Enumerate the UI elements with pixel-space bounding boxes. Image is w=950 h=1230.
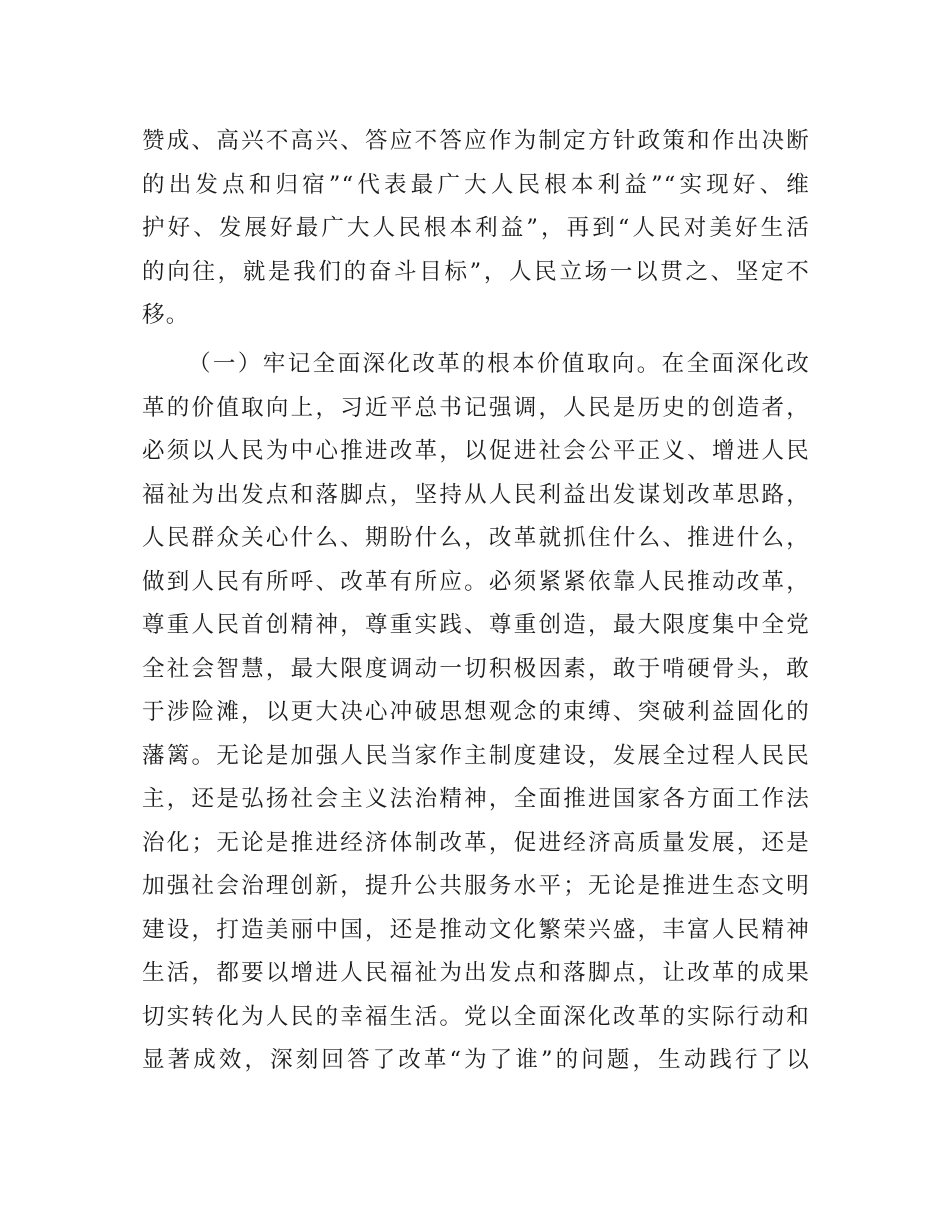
section-heading-line: （一）牢记全面深化改革的根本价值取向。在全面深化改 [188,351,810,377]
text-line: 的出发点和归宿”“代表最广大人民根本利益”“实现好、维 [142,171,810,198]
text-line: 藩篱。无论是加强人民当家作主制度建设，发展全过程人民民 [142,742,810,769]
text-line: 生活，都要以增进人民福祉为出发点和落脚点，让改革的成果 [142,960,810,986]
text-line: 尊重人民首创精神，尊重实践、尊重创造，最大限度集中全党 [142,612,810,638]
text-line: 赞成、高兴不高兴、答应不答应作为制定方针政策和作出决断 [142,128,810,154]
text-line: 做到人民有所呼、改革有所应。必须紧紧依靠人民推动改革， [142,568,810,595]
text-line: 建设，打造美丽中国，还是推动文化繁荣兴盛，丰富人民精神 [142,916,810,943]
text-line: 必须以人民为中心推进改革，以促进社会公平正义、增进人民 [142,438,810,464]
text-line: 革的价值取向上，习近平总书记强调，人民是历史的创造者， [142,394,810,421]
text-line: 于涉险滩，以更大决心冲破思想观念的束缚、突破利益固化的 [142,699,810,725]
paragraph-section-one [142,343,810,1083]
text-line: 福祉为出发点和落脚点，坚持从人民利益出发谋划改革思路， [142,481,810,508]
paragraph-continued [142,120,810,338]
text-line: 护好、发展好最广大人民根本利益”，再到“人民对美好生活 [142,215,810,241]
text-line: 切实转化为人民的幸福生活。党以全面深化改革的实际行动和 [142,1003,810,1030]
text-line: 人民群众关心什么、期盼什么，改革就抓住什么、推进什么， [142,525,810,551]
text-line: 显著成效，深刻回答了改革“为了谁”的问题，生动践行了以 [142,1047,810,1073]
text-line: 的向往，就是我们的奋斗目标”，人民立场一以贯之、坚定不 [142,258,810,285]
text-line: 治化；无论是推进经济体制改革，促进经济高质量发展，还是 [142,829,810,856]
text-line: 加强社会治理创新，提升公共服务水平；无论是推进生态文明 [142,873,810,899]
text-line: 主，还是弘扬社会主义法治精神，全面推进国家各方面工作法 [142,786,810,812]
text-line: 全社会智慧，最大限度调动一切积极因素，敢于啃硬骨头，敢 [142,655,810,682]
text-line: 移。 [142,302,190,328]
